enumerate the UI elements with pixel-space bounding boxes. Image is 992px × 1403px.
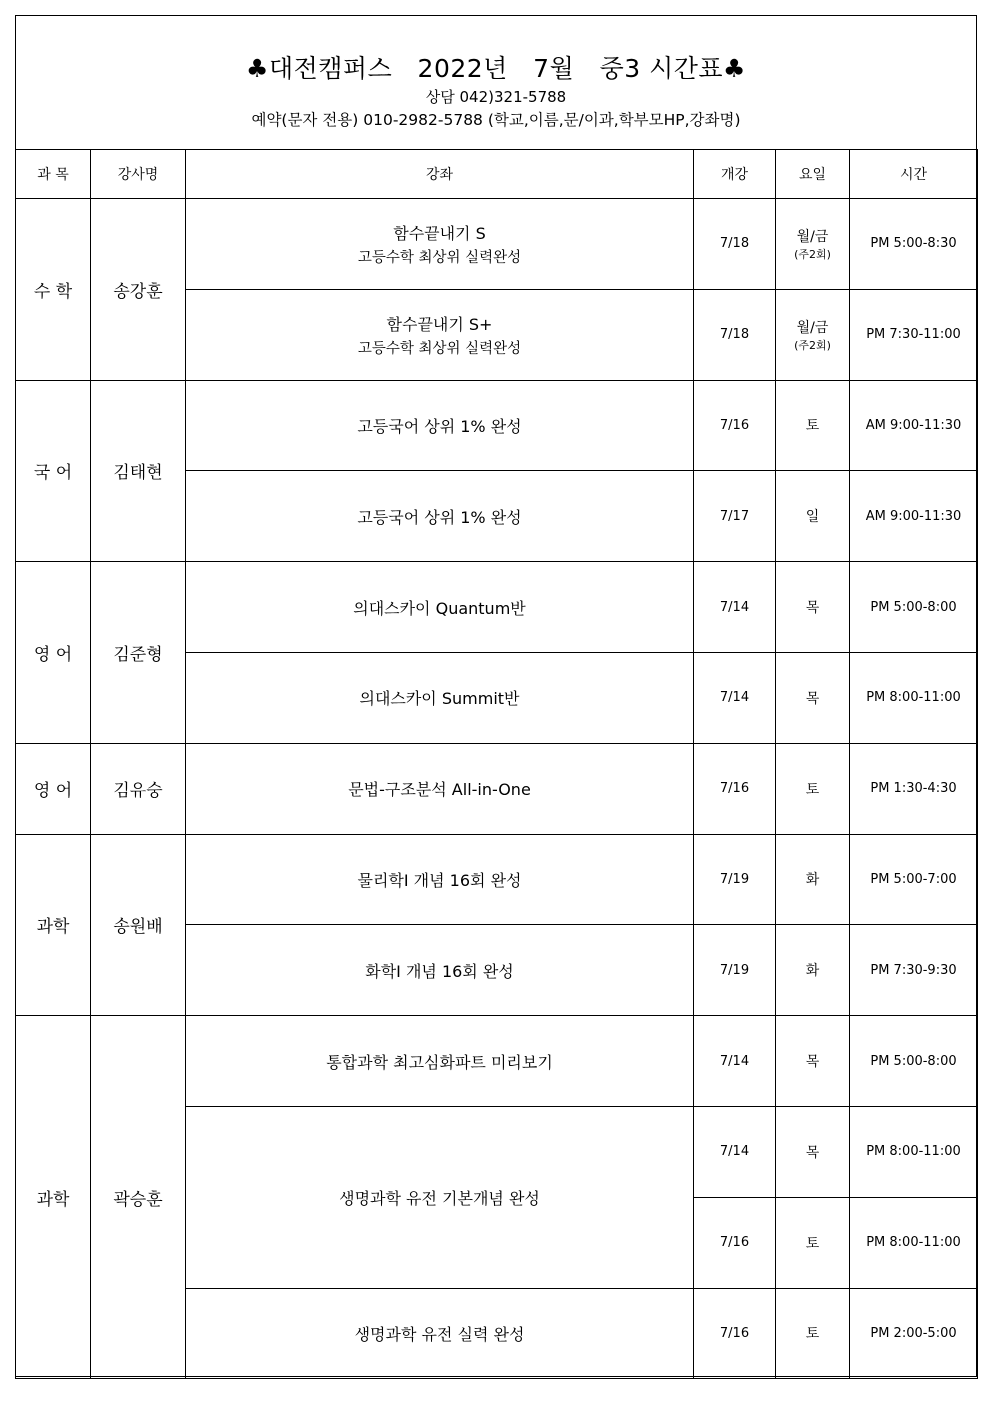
day-text: 월/금 xyxy=(796,319,829,336)
course-cell: 통합과학 최고심화파트 미리보기 xyxy=(186,1016,694,1107)
start-date-cell: 7/16 xyxy=(694,743,776,834)
start-date-cell: 7/14 xyxy=(694,1016,776,1107)
start-date-cell: 7/18 xyxy=(694,199,776,290)
time-cell: PM 5:00-8:00 xyxy=(850,562,978,653)
subject-cell: 영 어 xyxy=(16,562,91,744)
club-icon: ♣ xyxy=(723,54,746,83)
day-note: (주2회) xyxy=(794,338,831,352)
column-header-day: 요일 xyxy=(776,150,850,199)
start-date-cell: 7/19 xyxy=(694,925,776,1016)
timetable-sheet xyxy=(15,15,977,1377)
subject-cell: 국 어 xyxy=(16,380,91,562)
time-cell: PM 5:00-7:00 xyxy=(850,834,978,925)
teacher-cell: 김유숭 xyxy=(91,743,186,834)
column-header-time: 시간 xyxy=(850,150,978,199)
start-date-cell: 7/16 xyxy=(694,1288,776,1379)
club-icon: ♣ xyxy=(246,54,269,83)
time-cell: PM 8:00-11:00 xyxy=(850,1106,978,1197)
start-date-cell: 7/18 xyxy=(694,289,776,380)
course-cell: 의대스카이 Summit반 xyxy=(186,652,694,743)
start-date-cell: 7/14 xyxy=(694,1106,776,1197)
day-cell: 토 xyxy=(776,743,850,834)
teacher-cell: 송강훈 xyxy=(91,199,186,381)
column-header-subject: 과 목 xyxy=(16,150,91,199)
teacher-cell: 송원배 xyxy=(91,834,186,1016)
subject-cell: 수 학 xyxy=(16,199,91,381)
course-subtitle: 고등수학 최상위 실력완성 xyxy=(357,340,522,357)
day-text: 월/금 xyxy=(796,228,829,245)
time-cell: PM 1:30-4:30 xyxy=(850,743,978,834)
time-cell: AM 9:00-11:30 xyxy=(850,380,978,471)
course-subtitle: 고등수학 최상위 실력완성 xyxy=(357,249,522,266)
course-cell: 화학I 개념 16회 완성 xyxy=(186,925,694,1016)
time-cell: PM 8:00-11:00 xyxy=(850,652,978,743)
day-cell: 화 xyxy=(776,925,850,1016)
teacher-cell: 곽승훈 xyxy=(91,1016,186,1379)
timetable xyxy=(15,149,978,1379)
start-date-cell: 7/16 xyxy=(694,380,776,471)
day-cell: 목 xyxy=(776,1016,850,1107)
course-cell: 생명과학 유전 기본개념 완성 xyxy=(186,1106,694,1288)
day-cell: 화 xyxy=(776,834,850,925)
start-date-cell: 7/17 xyxy=(694,471,776,562)
course-cell: 의대스카이 Quantum반 xyxy=(186,562,694,653)
start-date-cell: 7/14 xyxy=(694,652,776,743)
course-title: 함수끝내기 S xyxy=(393,223,486,243)
time-cell: PM 8:00-11:00 xyxy=(850,1197,978,1288)
table-row xyxy=(16,199,978,290)
start-date-cell: 7/16 xyxy=(694,1197,776,1288)
course-cell xyxy=(186,289,694,380)
day-cell xyxy=(776,289,850,380)
course-cell: 고등국어 상위 1% 완성 xyxy=(186,380,694,471)
subject-cell: 과학 xyxy=(16,1016,91,1379)
time-cell: PM 7:30-9:30 xyxy=(850,925,978,1016)
table-row xyxy=(16,1016,978,1107)
teacher-cell: 김준형 xyxy=(91,562,186,744)
table-row xyxy=(16,834,978,925)
column-header-start: 개강 xyxy=(694,150,776,199)
day-cell: 목 xyxy=(776,562,850,653)
course-cell xyxy=(186,199,694,290)
start-date-cell: 7/19 xyxy=(694,834,776,925)
course-cell: 물리학I 개념 16회 완성 xyxy=(186,834,694,925)
time-cell: AM 9:00-11:30 xyxy=(850,471,978,562)
course-title: 함수끝내기 S+ xyxy=(386,314,493,334)
time-cell: PM 7:30-11:00 xyxy=(850,289,978,380)
contact-phone: 상담 042)321-5788 xyxy=(425,88,567,106)
table-row xyxy=(16,562,978,653)
course-cell: 생명과학 유전 실력 완성 xyxy=(186,1288,694,1379)
day-cell: 토 xyxy=(776,1288,850,1379)
subject-cell: 영 어 xyxy=(16,743,91,834)
reservation-info: 예약(문자 전용) 010-2982-5788 (학교,이름,문/이과,학부모HP,강좌명) xyxy=(251,111,741,129)
time-cell: PM 5:00-8:00 xyxy=(850,1016,978,1107)
title-text: 대전캠퍼스 2022년 7월 중3 시간표 xyxy=(268,54,724,83)
time-cell: PM 2:00-5:00 xyxy=(850,1288,978,1379)
day-cell: 목 xyxy=(776,1106,850,1197)
course-cell: 문법-구조분석 All-in-One xyxy=(186,743,694,834)
column-header-course: 강좌 xyxy=(186,150,694,199)
subject-cell: 과학 xyxy=(16,834,91,1016)
table-row xyxy=(16,743,978,834)
day-cell: 일 xyxy=(776,471,850,562)
start-date-cell: 7/14 xyxy=(694,562,776,653)
time-cell: PM 5:00-8:30 xyxy=(850,199,978,290)
course-cell: 고등국어 상위 1% 완성 xyxy=(186,471,694,562)
day-cell: 토 xyxy=(776,1197,850,1288)
header xyxy=(16,16,976,149)
teacher-cell: 김태현 xyxy=(91,380,186,562)
day-note: (주2회) xyxy=(794,247,831,261)
table-row xyxy=(16,380,978,471)
table-header-row xyxy=(16,150,978,199)
day-cell: 목 xyxy=(776,652,850,743)
page-title xyxy=(16,49,976,85)
day-cell: 토 xyxy=(776,380,850,471)
day-cell xyxy=(776,199,850,290)
column-header-teacher: 강사명 xyxy=(91,150,186,199)
